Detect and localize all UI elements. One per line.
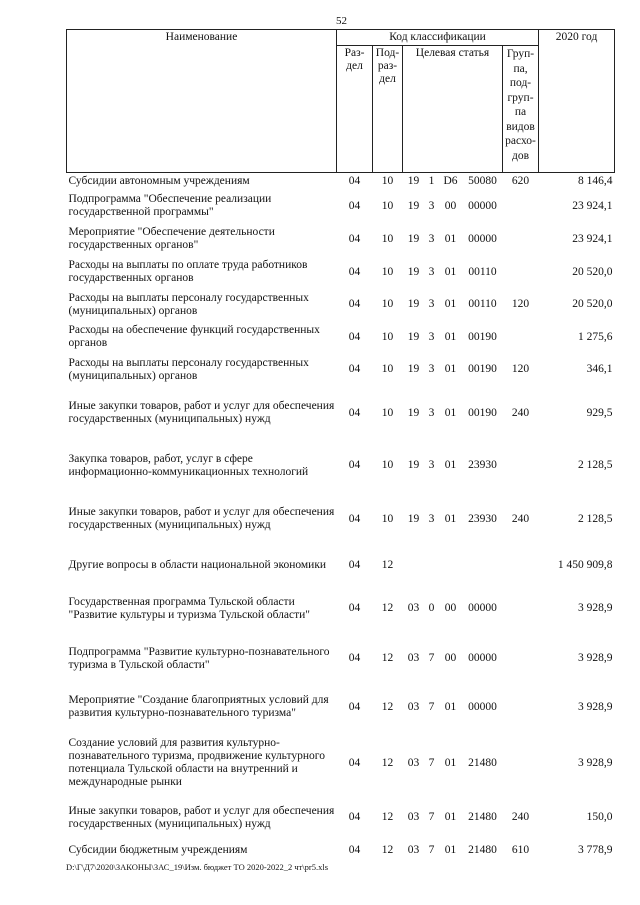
table-row <box>67 223 615 256</box>
row-target-direction: 23930 <box>468 512 497 525</box>
row-target-subprogram: 3 <box>428 298 435 310</box>
row-target-program: 19 <box>407 174 420 187</box>
row-podrazdel: 10 <box>381 265 394 278</box>
row-name: Расходы на обеспечение функций государственных органов <box>68 324 320 349</box>
row-expense-type <box>503 441 539 491</box>
row-amount: 2 128,5 <box>578 459 613 471</box>
row-target-subprogram: 7 <box>428 811 435 823</box>
row-target-program: 03 <box>407 844 420 856</box>
row-target-subprogram: 3 <box>428 363 435 375</box>
row-razdel: 04 <box>348 512 361 525</box>
row-name: Другие вопросы в области национальной экономики <box>68 559 327 571</box>
row-podrazdel: 12 <box>381 602 394 614</box>
row-expense-type: 240 <box>511 406 530 419</box>
row-target-program: 03 <box>407 602 420 614</box>
row-expense-type <box>503 321 539 354</box>
row-expense-type: 610 <box>511 844 530 856</box>
row-target-direction: 00110 <box>468 298 497 310</box>
row-name: Мероприятие "Создание благоприятных условий для развития культурно-познавательного туризма" <box>68 694 329 719</box>
row-target-subprogram: 7 <box>428 756 435 769</box>
page-number: 52 <box>336 15 347 27</box>
row-target-direction: 00190 <box>468 406 497 419</box>
row-target-direction: 00110 <box>468 265 497 278</box>
row-amount: 20 520,0 <box>572 298 613 310</box>
row-target-subprogram: 3 <box>428 199 435 212</box>
row-target-direction: 00190 <box>468 363 497 375</box>
row-target-subprogram: 3 <box>428 459 435 471</box>
row-target-subprogram: 7 <box>428 844 435 856</box>
row-target-activity: 01 <box>444 459 457 471</box>
row-razdel: 04 <box>348 330 361 343</box>
row-target-program: 03 <box>407 811 420 823</box>
row-target-direction: 00000 <box>468 199 497 212</box>
row-target-activity: 01 <box>444 811 457 823</box>
row-podrazdel: 12 <box>381 811 394 823</box>
table-row <box>67 491 615 548</box>
row-target-activity: 01 <box>444 700 457 713</box>
row-podrazdel: 12 <box>381 756 394 769</box>
table-row <box>67 584 615 634</box>
row-target-program: 19 <box>407 363 420 375</box>
row-target-program: 03 <box>407 652 420 664</box>
row-target-program: 03 <box>407 756 420 769</box>
row-expense-type <box>503 634 539 684</box>
row-podrazdel: 12 <box>381 844 394 856</box>
file-path-footer: D:\Г\Д7\2020\ЗАКОНЫ\ЗАС_19\Изм. бюджет ТО 2020-2022_2 чт\pr5.xls <box>66 862 329 872</box>
row-target-direction: 21480 <box>468 756 497 769</box>
row-amount: 3 928,9 <box>578 700 613 713</box>
row-amount: 346,1 <box>586 363 613 375</box>
table-row <box>67 796 615 840</box>
table-row <box>67 731 615 796</box>
row-target-program: 19 <box>407 459 420 471</box>
row-target-activity: 01 <box>444 406 457 419</box>
row-target-activity: 00 <box>444 652 457 664</box>
row-target-activity: 01 <box>444 265 457 278</box>
row-target-direction: 21480 <box>468 844 497 856</box>
row-amount: 23 924,1 <box>572 199 613 212</box>
row-amount: 23 924,1 <box>572 232 613 245</box>
row-podrazdel: 10 <box>381 298 394 310</box>
row-expense-type <box>503 584 539 634</box>
row-target-direction: 23930 <box>468 459 497 471</box>
table-header <box>67 30 615 173</box>
row-target-activity: D6 <box>443 174 458 187</box>
row-expense-type <box>503 548 539 584</box>
row-podrazdel: 10 <box>381 232 394 245</box>
header-group: Груп-па, под-груп-па видов расхо-дов <box>503 46 539 173</box>
row-expense-type <box>503 684 539 731</box>
row-podrazdel: 12 <box>381 652 394 664</box>
row-target-activity: 01 <box>444 330 457 343</box>
row-razdel: 04 <box>348 199 361 212</box>
row-target-subprogram: 7 <box>428 652 435 664</box>
row-podrazdel: 10 <box>381 459 394 471</box>
row-expense-type <box>503 256 539 289</box>
row-target-subprogram <box>425 548 439 584</box>
row-expense-type <box>503 190 539 223</box>
row-name: Мероприятие "Обеспечение деятельности государственных органов" <box>68 226 275 251</box>
table-row <box>67 256 615 289</box>
row-target-activity: 01 <box>444 298 457 310</box>
row-target-direction: 00000 <box>468 232 497 245</box>
row-target-activity: 00 <box>444 602 457 614</box>
row-target-program <box>403 548 425 584</box>
row-target-program: 19 <box>407 406 420 419</box>
row-target-direction: 00000 <box>468 652 497 664</box>
row-target-program: 19 <box>407 232 420 245</box>
row-amount: 1 275,6 <box>578 330 613 343</box>
row-podrazdel: 10 <box>381 330 394 343</box>
row-podrazdel: 12 <box>381 700 394 713</box>
row-name: Субсидии бюджетным учреждениям <box>68 844 248 856</box>
row-target-subprogram: 7 <box>428 700 435 713</box>
row-target-subprogram: 3 <box>428 330 435 343</box>
table-row <box>67 441 615 491</box>
row-target-program: 19 <box>407 330 420 343</box>
row-target-activity: 01 <box>444 844 457 856</box>
row-amount: 2 128,5 <box>578 512 613 525</box>
row-target-direction: 00000 <box>468 602 497 614</box>
row-razdel: 04 <box>348 232 361 245</box>
budget-table <box>66 29 615 862</box>
row-amount: 1 450 909,8 <box>557 559 613 571</box>
table-row <box>67 548 615 584</box>
row-amount: 929,5 <box>586 406 613 419</box>
table-row <box>67 840 615 862</box>
row-razdel: 04 <box>348 844 361 856</box>
row-target-direction: 21480 <box>468 811 497 823</box>
row-name: Субсидии автономным учреждениям <box>68 174 250 187</box>
row-amount: 8 146,4 <box>578 174 613 187</box>
row-target-activity <box>439 548 463 584</box>
row-target-subprogram: 1 <box>428 174 435 187</box>
row-name: Иные закупки товаров, работ и услуг для обеспечения государственных (муниципальных) нужд <box>68 400 335 425</box>
table-row <box>67 173 615 190</box>
row-target-activity: 01 <box>444 363 457 375</box>
table-row <box>67 354 615 386</box>
row-expense-type: 240 <box>511 512 530 525</box>
row-name: Создание условий для развития культурно-познавательного туризма, продвижение культурного потенциала Тульской области на внутренний и международные рынки <box>68 737 325 788</box>
row-target-subprogram: 0 <box>428 602 435 614</box>
row-amount: 3 778,9 <box>578 844 613 856</box>
row-expense-type <box>503 223 539 256</box>
row-expense-type: 240 <box>511 811 530 823</box>
table-row <box>67 684 615 731</box>
row-target-subprogram: 3 <box>428 406 435 419</box>
row-razdel: 04 <box>348 265 361 278</box>
table-row <box>67 190 615 223</box>
header-target: Целевая статья <box>403 46 503 173</box>
row-name: Закупка товаров, работ, услуг в сфере информационно-коммуникационных технологий <box>68 452 309 478</box>
row-target-direction: 50080 <box>468 174 497 187</box>
row-target-subprogram: 3 <box>428 232 435 245</box>
row-expense-type: 120 <box>511 363 530 375</box>
row-name: Расходы на выплаты по оплате труда работников государственных органов <box>68 259 308 284</box>
row-amount: 150,0 <box>586 811 613 823</box>
row-target-activity: 01 <box>444 756 457 769</box>
row-razdel: 04 <box>348 174 361 187</box>
row-name: Подпрограмма "Обеспечение реализации государственной программы" <box>68 193 272 218</box>
row-target-activity: 01 <box>444 512 457 525</box>
row-razdel: 04 <box>348 459 361 471</box>
header-razdel: Раз-дел <box>337 46 373 173</box>
row-razdel: 04 <box>348 298 361 310</box>
row-amount: 3 928,9 <box>578 602 613 614</box>
row-target-direction: 00190 <box>468 330 497 343</box>
row-razdel: 04 <box>348 406 361 419</box>
header-podrazdel: Под-раз-дел <box>373 46 403 173</box>
row-podrazdel: 10 <box>381 199 394 212</box>
row-expense-type: 120 <box>511 298 530 310</box>
row-razdel: 04 <box>348 756 361 769</box>
table-row <box>67 321 615 354</box>
row-podrazdel: 12 <box>381 559 394 571</box>
row-target-direction: 00000 <box>468 700 497 713</box>
row-name: Расходы на выплаты персоналу государственных (муниципальных) органов <box>68 356 309 382</box>
row-razdel: 04 <box>348 363 361 375</box>
row-target-program: 19 <box>407 265 420 278</box>
row-amount: 20 520,0 <box>572 265 613 278</box>
row-podrazdel: 10 <box>381 174 394 187</box>
row-podrazdel: 10 <box>381 363 394 375</box>
row-expense-type: 620 <box>511 174 530 187</box>
row-target-program: 03 <box>407 700 420 713</box>
row-target-program: 19 <box>407 199 420 212</box>
row-amount: 3 928,9 <box>578 756 613 769</box>
row-razdel: 04 <box>348 559 361 571</box>
row-podrazdel: 10 <box>381 406 394 419</box>
row-razdel: 04 <box>348 602 361 614</box>
table-row <box>67 634 615 684</box>
row-name: Подпрограмма "Развитие культурно-познавательного туризма в Тульской области" <box>68 645 330 671</box>
row-razdel: 04 <box>348 700 361 713</box>
row-expense-type <box>503 731 539 796</box>
row-podrazdel: 10 <box>381 512 394 525</box>
row-razdel: 04 <box>348 811 361 823</box>
table-row <box>67 386 615 441</box>
row-name: Иные закупки товаров, работ и услуг для обеспечения государственных (муниципальных) нужд <box>68 506 335 531</box>
row-name: Иные закупки товаров, работ и услуг для обеспечения государственных (муниципальных) нужд <box>68 804 335 830</box>
row-target-activity: 01 <box>444 232 457 245</box>
row-target-program: 19 <box>407 298 420 310</box>
row-target-program: 19 <box>407 512 420 525</box>
header-code-group: Код классификации <box>337 30 539 46</box>
row-name: Расходы на выплаты персоналу государственных (муниципальных) органов <box>68 291 309 317</box>
row-target-subprogram: 3 <box>428 512 435 525</box>
header-name: Наименование <box>67 30 337 173</box>
row-target-activity: 00 <box>444 199 457 212</box>
row-name: Государственная программа Тульской области "Развитие культуры и туризма Тульской области" <box>68 595 310 621</box>
row-target-subprogram: 3 <box>428 265 435 278</box>
row-target-direction <box>463 548 503 584</box>
row-razdel: 04 <box>348 652 361 664</box>
header-year: 2020 год <box>539 30 615 173</box>
table-row <box>67 289 615 321</box>
row-amount: 3 928,9 <box>578 652 613 664</box>
